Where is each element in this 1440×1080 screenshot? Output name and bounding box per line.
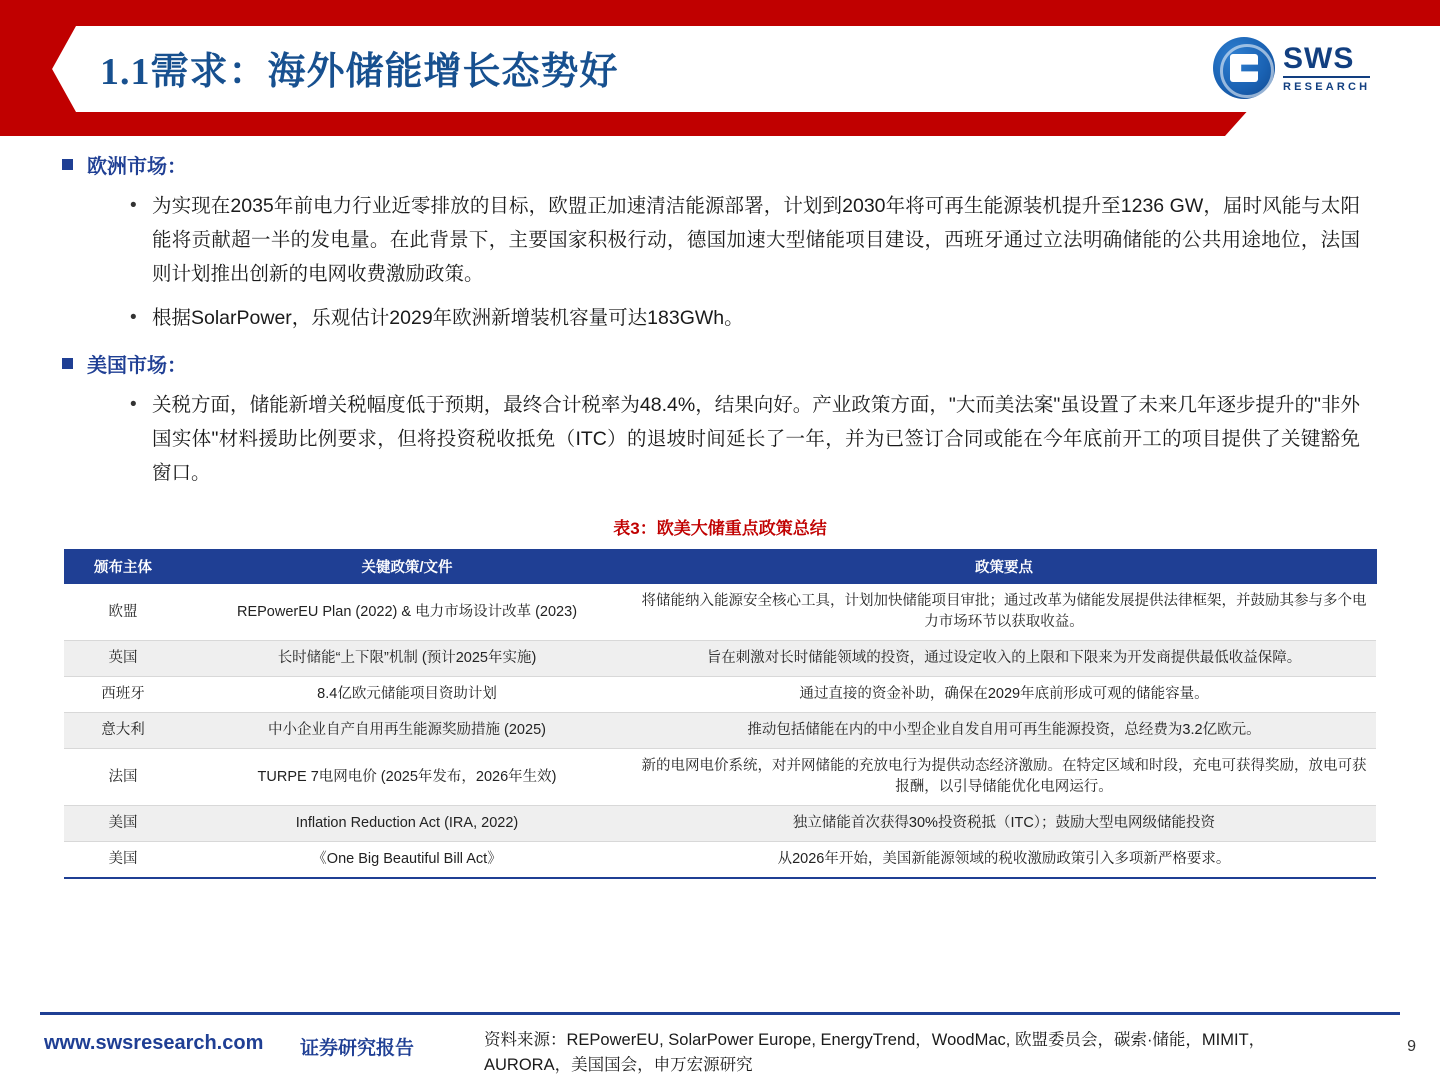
section-europe-heading [0,150,1440,179]
table-row [64,584,1376,641]
column-header-entity: 颁布主体 [64,550,182,584]
header-bottom-red-band [0,112,1440,136]
cell-entity: 西班牙 [64,677,182,713]
table-row [64,641,1376,677]
cell-entity: 欧盟 [64,584,182,641]
section-usa-label: 美国市场： [87,355,187,377]
column-header-policy: 关键政策/文件 [182,550,632,584]
cell-keypoints: 通过直接的资金补助，确保在2029年底前形成可观的储能容量。 [632,677,1376,713]
footer-subtitle: 证券研究报告 [300,1038,415,1059]
list-item [130,189,1360,291]
bullet-text: 为实现在2035年前电力行业近零排放的目标，欧盟正加速清洁能源部署，计划到2030年将可再生能源装机提升至1236 GW，届时风能与太阳能将贡献超一半的发电量。在此背景下，主要国家积极行动，德国加速大型储能项目建设，西班牙通过立法明确储能的公共用途地位，法国则计划推出创新的电网收费激励政策。 [152,195,1360,285]
cell-entity: 英国 [64,641,182,677]
sws-logo [1213,32,1398,104]
section-europe-label: 欧洲市场： [87,156,187,178]
section-usa-bullets [0,388,1440,490]
table-row [64,713,1376,749]
sws-logo-icon [1213,37,1275,99]
section-usa [0,349,1440,490]
cell-policy: TURPE 7电网电价 (2025年发布，2026年生效) [182,749,632,806]
bullet-dot-icon: • [130,394,137,415]
cell-keypoints: 推动包括储能在内的中小型企业自发自用可再生能源投资，总经费为3.2亿欧元。 [632,713,1376,749]
column-header-keypoints: 政策要点 [632,550,1376,584]
cell-policy: 《One Big Beautiful Bill Act》 [182,842,632,879]
bullet-dot-icon: • [130,307,137,328]
footer-source-note: 资料来源：REPowerEU, SolarPower Europe, EnergyTrend，WoodMac, 欧盟委员会，碳索·储能，MIMIT，AURORA，美国国会，申万宏源研究 [484,1031,1266,1074]
logo-brand-name: SWS [1283,41,1355,75]
footer-divider [40,1012,1400,1015]
bullet-text: 根据SolarPower，乐观估计2029年欧洲新增装机容量可达183GWh。 [152,307,744,329]
cell-keypoints: 新的电网电价系统，对并网储能的充放电行为提供动态经济激励。在特定区域和时段，充电可获得奖励，放电可获报酬，以引导储能优化电网运行。 [632,749,1376,806]
cell-keypoints: 将储能纳入能源安全核心工具，计划加快储能项目审批；通过改革为储能发展提供法律框架，并鼓励其参与多个电力市场环节以获取收益。 [632,584,1376,641]
slide-body [0,136,1440,879]
cell-policy: 8.4亿欧元储能项目资助计划 [182,677,632,713]
cell-keypoints: 从2026年开始，美国新能源领域的税收激励政策引入多项新严格要求。 [632,842,1376,879]
table-row [64,677,1376,713]
cell-policy: 长时储能“上下限”机制 (预计2025年实施) [182,641,632,677]
cell-policy: Inflation Reduction Act (IRA, 2022) [182,806,632,842]
table-row [64,842,1376,879]
sws-logo-text [1283,41,1371,93]
table-caption: 表3：欧美大储重点政策总结 [613,519,827,538]
section-europe [0,150,1440,335]
page-title: 1.1需求：海外储能增长态势好 [100,51,619,93]
bullet-text: 关税方面，储能新增关税幅度低于预期，最终合计税率为48.4%，结果向好。产业政策方面，"大而美法案"虽设置了未来几年逐步提升的"非外国实体"材料援助比例要求，但将投资税收抵免（ITC）的退坡时间延长了一年，并为已签订合同或能在今年底前开工的项目提供了关键豁免窗口。 [152,394,1360,484]
table-row [64,806,1376,842]
cell-entity: 美国 [64,842,182,879]
cell-policy: REPowerEU Plan (2022) & 电力市场设计改革 (2023) [182,584,632,641]
policy-table [64,549,1377,879]
list-item [130,301,1360,335]
logo-divider [1283,76,1370,78]
table-header-row [64,550,1376,584]
cell-entity: 意大利 [64,713,182,749]
square-bullet-icon [62,159,73,170]
page-number: 9 [1407,1038,1416,1055]
header-bottom-white-wedge [1225,112,1440,136]
table-row [64,749,1376,806]
list-item [130,388,1360,490]
section-usa-heading [0,349,1440,378]
cell-entity: 法国 [64,749,182,806]
cell-keypoints: 独立储能首次获得30%投资税抵（ITC）；鼓励大型电网级储能投资 [632,806,1376,842]
square-bullet-icon [62,358,73,369]
slide-header [0,0,1440,136]
footer-website-link[interactable]: www.swsresearch.com [44,1032,264,1054]
cell-policy: 中小企业自产自用再生能源奖励措施 (2025) [182,713,632,749]
logo-brand-sub: RESEARCH [1283,80,1371,93]
cell-entity: 美国 [64,806,182,842]
bullet-dot-icon: • [130,195,137,216]
cell-keypoints: 旨在刺激对长时储能领域的投资，通过设定收入的上限和下限来为开发商提供最低收益保障。 [632,641,1376,677]
slide-footer [0,1018,1440,1080]
section-europe-bullets [0,189,1440,335]
